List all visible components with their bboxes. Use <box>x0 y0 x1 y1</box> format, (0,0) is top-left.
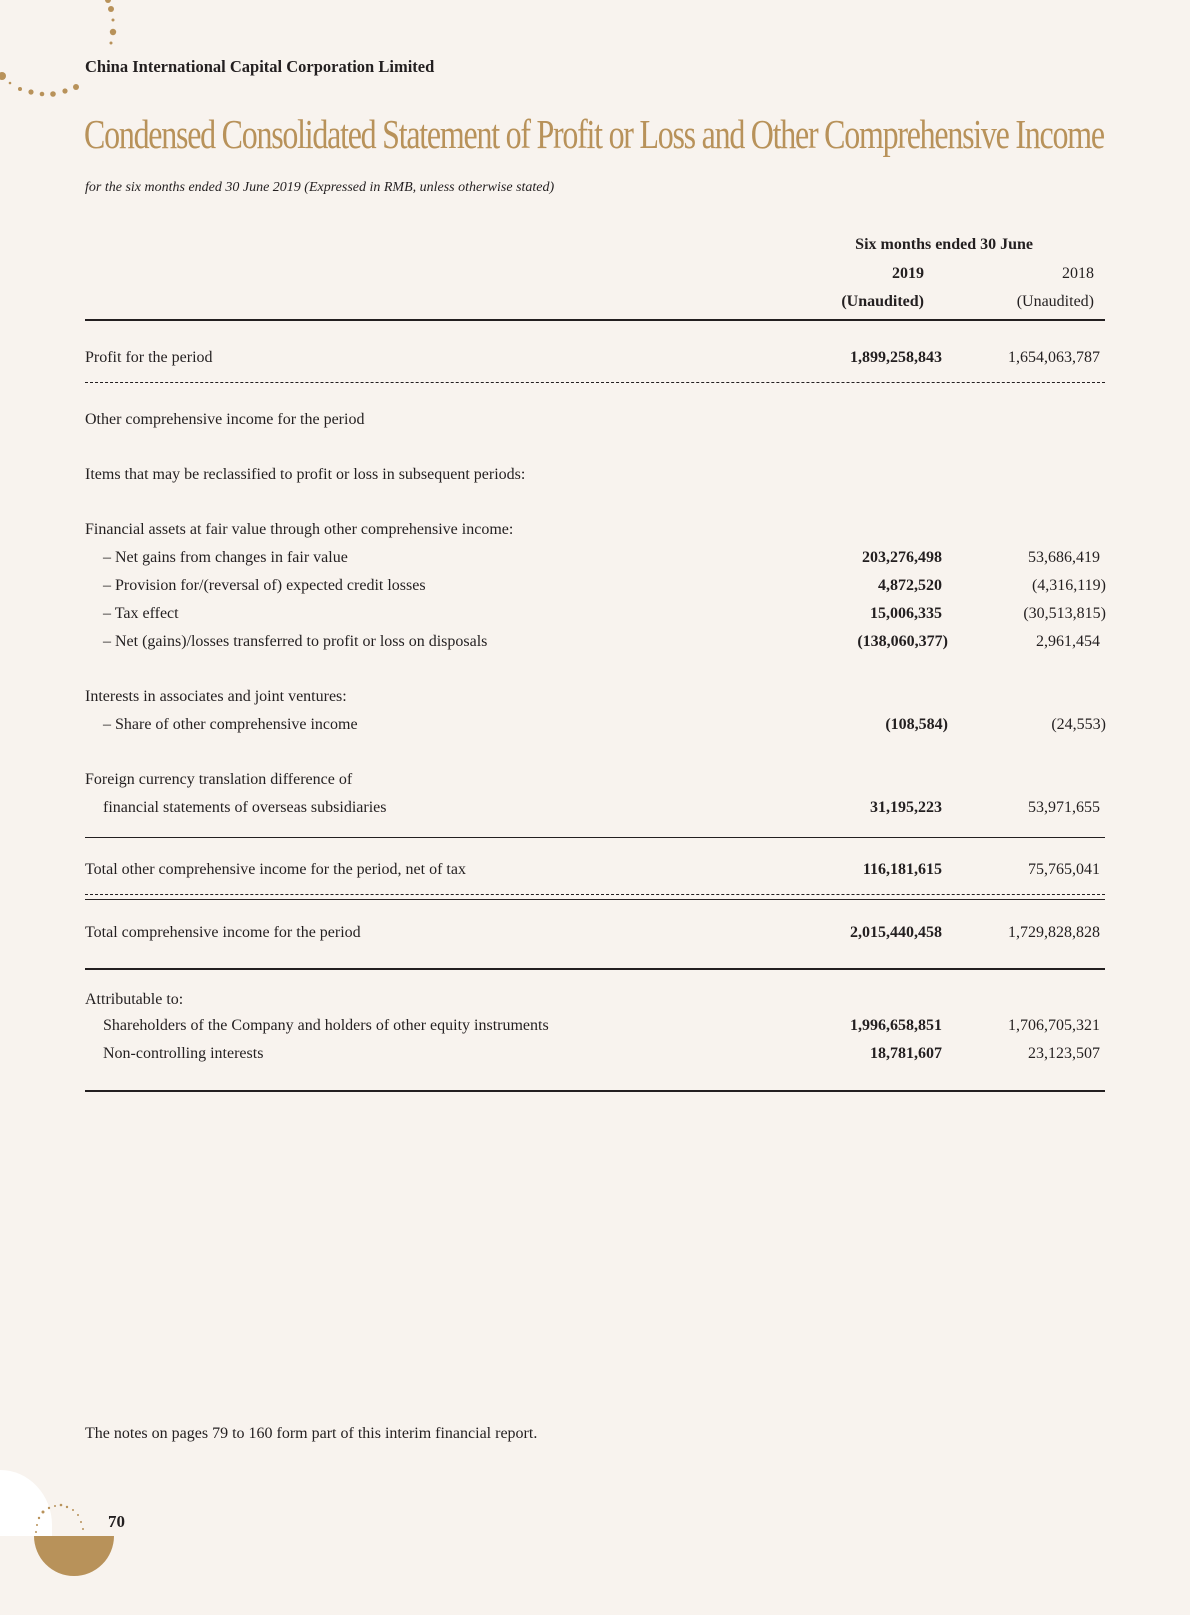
page-subtitle: for the six months ended 30 June 2019 (Expressed in RMB, unless otherwise stated) <box>85 180 555 195</box>
value-2019: 31,195,223 <box>870 799 942 816</box>
value-2019: 18,781,607 <box>870 1045 942 1062</box>
value-2018: 1,729,828,828 <box>1008 924 1100 941</box>
table-row <box>85 633 1105 657</box>
page-number: 70 <box>108 1512 125 1531</box>
row-label: Other comprehensive income for the period <box>85 411 365 428</box>
table-row <box>85 605 1105 629</box>
value-2019: (138,060,377) <box>857 633 948 650</box>
row-label: Financial assets at fair value through other comprehensive income: <box>85 521 514 538</box>
value-2019: 116,181,615 <box>862 861 942 878</box>
value-2019: 203,276,498 <box>862 549 942 566</box>
row-label: Profit for the period <box>85 349 213 366</box>
table-row <box>85 716 1105 740</box>
row-label: Shareholders of the Company and holders of other equity instruments <box>103 1017 549 1034</box>
table-row <box>85 349 1105 373</box>
value-2019: 4,872,520 <box>878 577 942 594</box>
value-2018: 2,961,454 <box>1036 633 1100 650</box>
table-row <box>85 771 1105 795</box>
value-2018: 53,686,419 <box>1028 549 1100 566</box>
row-label: Attributable to: <box>85 991 184 1008</box>
row-rule-dashed <box>85 894 1105 895</box>
table-row <box>85 1045 1105 1069</box>
subtotal-rule <box>85 837 1105 838</box>
row-label: Foreign currency translation difference of <box>85 771 353 788</box>
value-2019: 1,899,258,843 <box>850 349 942 366</box>
value-2018: 75,765,041 <box>1028 861 1100 878</box>
value-2018: 53,971,655 <box>1028 799 1100 816</box>
company-name: China International Capital Corporation Limited <box>85 57 435 76</box>
page-title: Condensed Consolidated Statement of Profit or Loss and Other Comprehensive Income <box>84 111 1104 157</box>
row-label: – Tax effect <box>103 605 179 622</box>
row-label: – Share of other comprehensive income <box>103 716 358 733</box>
total-rule <box>85 968 1105 970</box>
value-2019: 2,015,440,458 <box>850 924 942 941</box>
table-row <box>85 799 1105 823</box>
table-row <box>85 521 1105 545</box>
row-label: financial statements of overseas subsidiaries <box>103 799 387 816</box>
value-2018: 1,654,063,787 <box>1008 349 1100 366</box>
row-label: – Provision for/(reversal of) expected credit losses <box>103 577 426 594</box>
row-label: Total other comprehensive income for the period, net of tax <box>85 861 466 878</box>
table-row <box>85 549 1105 573</box>
value-2018: (24,553) <box>1051 716 1106 733</box>
column-group-header: Six months ended 30 June <box>855 236 1033 253</box>
bottom-rule <box>85 1090 1105 1092</box>
table-row <box>85 577 1105 601</box>
row-rule-solid <box>85 899 1105 900</box>
row-label: – Net (gains)/losses transferred to profit or loss on disposals <box>103 633 488 650</box>
table-row <box>85 1017 1105 1041</box>
row-label: Interests in associates and joint ventures: <box>85 688 347 705</box>
value-2018: (4,316,119) <box>1031 577 1106 594</box>
row-label: – Net gains from changes in fair value <box>103 549 348 566</box>
row-rule-dashed <box>85 382 1105 383</box>
value-2018: (30,513,815) <box>1023 605 1106 622</box>
column-audit-2019: (Unaudited) <box>841 293 924 310</box>
dotted-arc-decoration <box>0 0 120 110</box>
value-2019: 15,006,335 <box>870 605 942 622</box>
footer-note: The notes on pages 79 to 160 form part of this interim financial report. <box>85 1425 538 1442</box>
table-row <box>85 688 1105 712</box>
value-2018: 23,123,507 <box>1028 1045 1100 1062</box>
row-label: Non-controlling interests <box>103 1045 264 1062</box>
table-row <box>85 924 1105 948</box>
table-row <box>85 991 1105 1015</box>
value-2019: 1,996,658,851 <box>850 1017 942 1034</box>
row-label: Total comprehensive income for the period <box>85 924 361 941</box>
value-2019: (108,584) <box>885 716 948 733</box>
table-row <box>85 411 1105 435</box>
table-row <box>85 466 1105 490</box>
value-2018: 1,706,705,321 <box>1008 1017 1100 1034</box>
column-audit-2018: (Unaudited) <box>1016 293 1094 310</box>
column-header-2018: 2018 <box>1062 265 1094 282</box>
half-circle-decoration <box>0 1470 120 1610</box>
header-rule <box>85 319 1105 321</box>
column-header-2019: 2019 <box>892 265 924 282</box>
row-label: Items that may be reclassified to profit or loss in subsequent periods: <box>85 466 526 483</box>
table-row <box>85 861 1105 885</box>
